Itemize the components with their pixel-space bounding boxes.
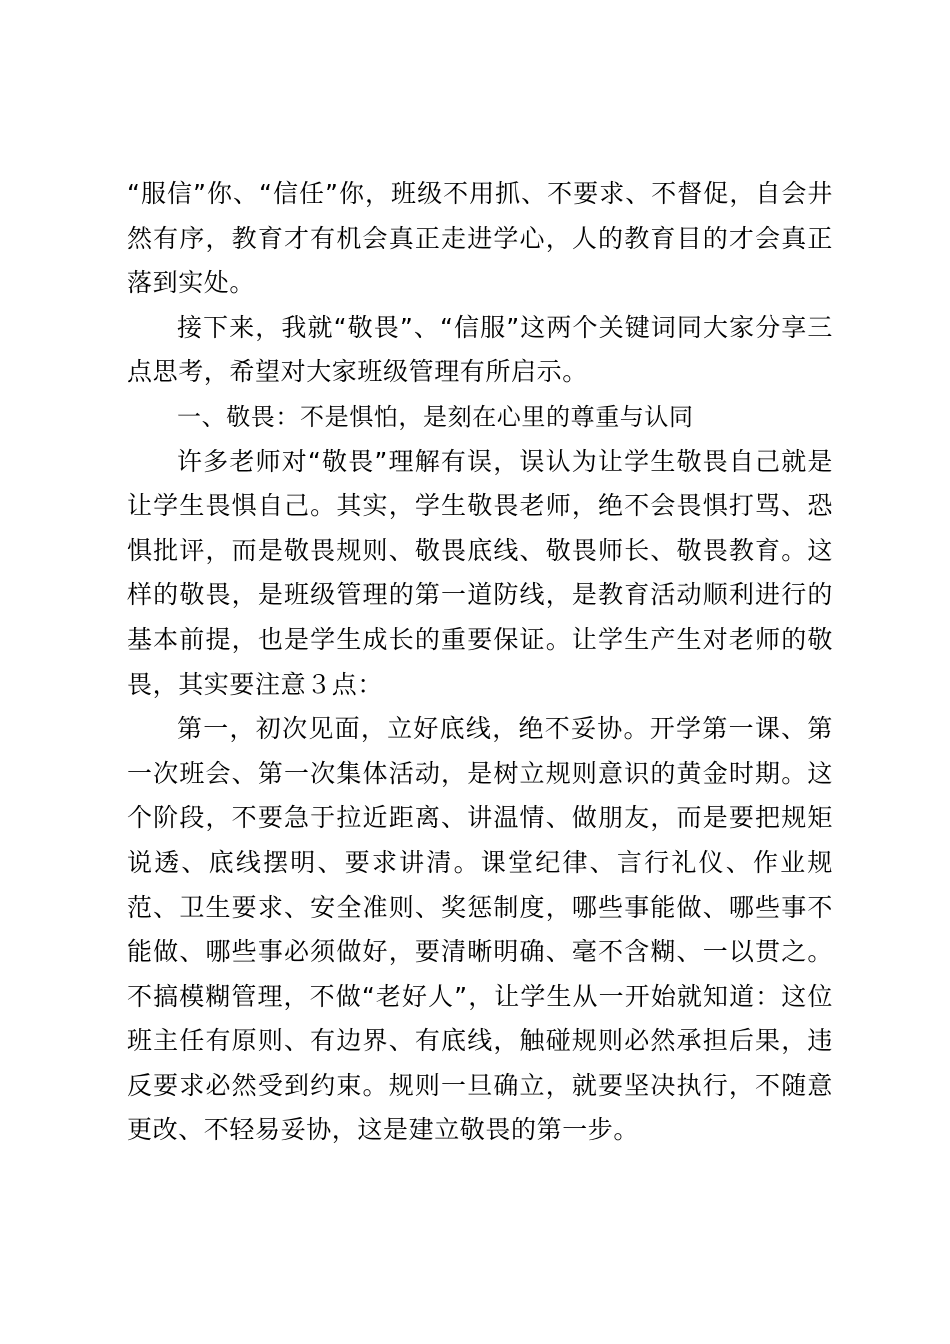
paragraph-body: 许多老师对“敬畏”理解有误，误认为让学生敬畏自己就是让学生畏惧自己。其实，学生敬畏老师，绝不会畏惧打骂、恐惧批评，而是敬畏规则、敬畏底线、敬畏师长、敬畏教育。这样的敬畏，是班级管理的第一道防线，是教育活动顺利进行的基本前提，也是学生成长的重要保证。让学生产生对老师的敬畏，其实要注意３点： bbox=[127, 446, 833, 699]
paragraph-continuation: “服信”你、“信任”你，班级不用抓、不要求、不督促，自会井然有序，教育才有机会真正走进学心，人的教育目的才会真正落到实处。 bbox=[127, 179, 833, 298]
paragraph-intro: 接下来，我就“敬畏”、“信服”这两个关键词同大家分享三点思考，希望对大家班级管理有所启示。 bbox=[127, 312, 833, 387]
paragraph-body: 第一，初次见面，立好底线，绝不妥协。开学第一课、第一次班会、第一次集体活动，是树立规则意识的黄金时期。这个阶段，不要急于拉近距离、讲温情、做朋友，而是要把规矩说透、底线摆明、要求讲清。课堂纪律、言行礼仪、作业规范、卫生要求、安全准则、奖惩制度，哪些事能做、哪些事不能做、哪些事必须做好，要清晰明确、毫不含糊、一以贯之。不搞模糊管理，不做“老好人”，让学生从一开始就知道：这位班主任有原则、有边界、有底线，触碰规则必然承担后果，违反要求必然受到约束。规则一旦确立，就要坚决执行，不随意更改、不轻易妥协，这是建立敬畏的第一步。 bbox=[127, 714, 833, 1145]
section-heading: 一、敬畏：不是惧怕，是刻在心里的尊重与认同 bbox=[177, 402, 694, 431]
document-body bbox=[127, 172, 833, 1153]
